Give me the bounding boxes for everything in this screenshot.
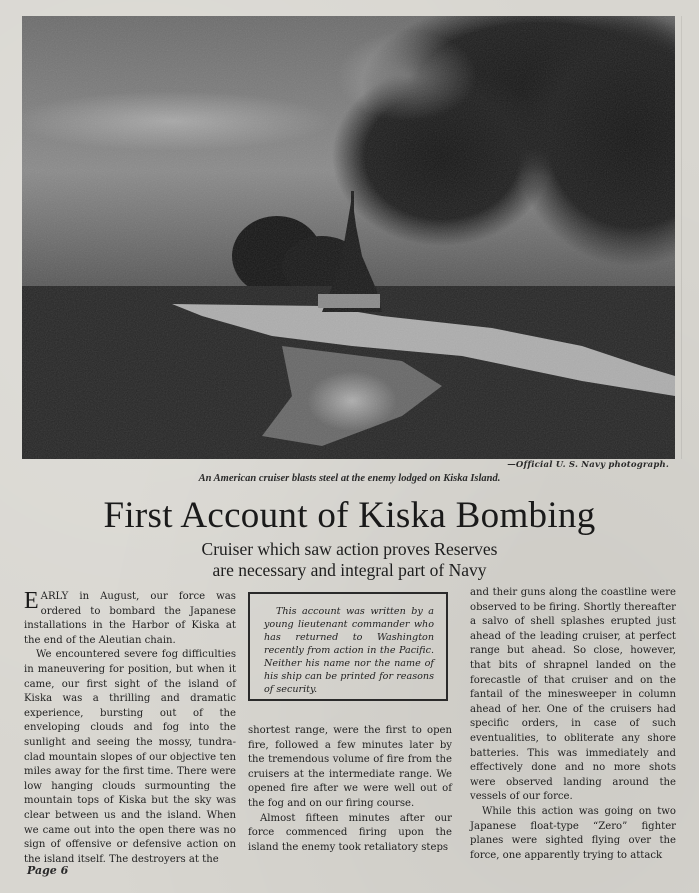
cruiser-photo-image	[22, 16, 675, 459]
paragraph: shortest range, were the first to open fire, followed a few minutes later by the tremendous volume of fire from the cruisers at the intermediate range. We opened fire after we were well out of the fog and on our firing course.	[248, 725, 452, 809]
editor-note-box	[248, 592, 448, 701]
page-number: Page 6	[27, 864, 69, 877]
paragraph	[24, 590, 236, 648]
subhead-line-2: are necessary and integral part of Navy	[212, 560, 487, 580]
paragraph: Almost fifteen minutes after our force commenced firing upon the island the enemy took retaliatory steps	[248, 812, 452, 853]
paragraph: We encountered severe fog difficulties in maneuvering for position, but when it came, our first sight of the island of Kiska was a thrilling and dramatic experience, bursting out of the enveloping clouds and fog into the sunlight and seeing the mossy, tundra-clad mountain slopes of our objective ten miles away for the first time. There were low hanging clouds surmounting the mountain tops of Kiska but the sky was clear between us and the island. When we came out into the open there was no sign of offensive or defensive action on the island itself. The destroyers at the	[24, 649, 236, 865]
paragraph: While this action was going on two Japanese float-type “Zero” fighter planes were sighted flying over the force, one apparently trying to attack	[470, 805, 676, 861]
paragraph: and their guns along the coastline were observed to be firing. Shortly thereafter a salvo of shell splashes erupted just ahead of the leading cruiser, at perfect range but ahead. So close, however, that bits of shrapnel landed on the forecastle of that cruiser and on the fantail of the minesweeper in column ahead of her. One of the cruisers had specific orders, in case of such eventualities, to obliterate any shore batteries. This was immediately and effectively done and no more shots were observed landing around the vessels of our force.	[470, 587, 676, 803]
cruiser-photo	[22, 16, 675, 459]
page-shadow	[681, 16, 682, 459]
article-column-2	[248, 724, 452, 855]
drop-cap: E	[24, 588, 39, 614]
photo-caption: An American cruiser blasts steel at the enemy lodged on Kiska Island.	[198, 473, 501, 484]
article-column-3	[470, 586, 676, 863]
photo-credit: —Official U. S. Navy photograph.	[507, 460, 669, 470]
headline: First Account of Kiska Bombing	[103, 495, 596, 536]
subhead-line-1: Cruiser which saw action proves Reserves	[201, 539, 498, 559]
paragraph-text: ARLY in August, our force was ordered to bombard the Japanese installations in the Harbor of Kiska at the end of the Aleutian chain.	[24, 591, 236, 646]
editor-note-text: This account was written by a young lieutenant commander who has returned to Washington recently from action in the Pacific. Neither his name nor the name of his ship can be printed for reasons of security.	[264, 606, 434, 695]
article-column-1	[24, 590, 236, 867]
subheadline	[0, 539, 699, 581]
